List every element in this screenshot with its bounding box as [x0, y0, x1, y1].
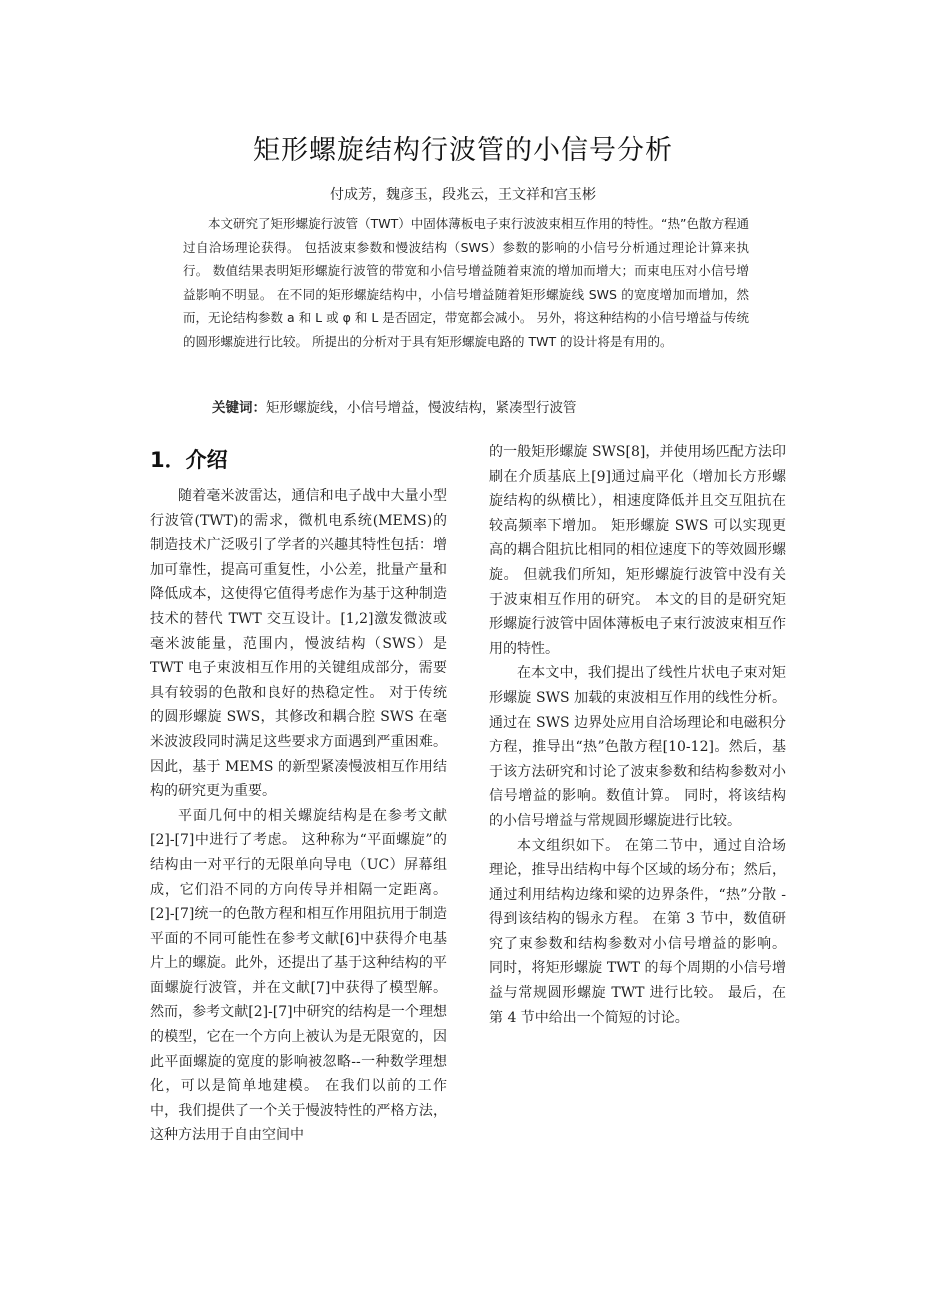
keywords-text: 矩形螺旋线，小信号增益，慢波结构，紧凑型行波管: [266, 400, 577, 416]
left-paragraph-2: 平面几何中的相关螺旋结构是在参考文献[2]-[7]中进行了考虑。 这种称为“平面螺旋”的结构由一对平行的无限单向导电（UC）屏幕组成，它们沿不同的方向传导并相隔一定距离。 [2]-[7]统一的色散方程和相互作用阻抗用于制造平面的不同可能性在参考文献[6]中获得介电基片上的螺旋。此外，还提出了基于这种结构的平面螺旋行波管，并在文献[7]中获得了模型解。 然而，参考文献[2]-[7]中研究的结构是一个理想的模型，它在一个方向上被认为是无限宽的，因此平面螺旋的宽度的影响被忽略--一种数学理想化，可以是简单地建模。 在我们以前的工作中，我们提供了一个关于慢波特性的严格方法，这种方法用于自由空间中: [150, 807, 447, 1144]
section-1-heading: 1．介绍: [150, 448, 228, 472]
keywords-line: [212, 396, 752, 416]
author-list: 付成芳，魏彦玉，段兆云，王文祥和宫玉彬: [330, 187, 596, 203]
right-paragraph-1: 在本文中，我们提出了线性片状电子束对矩形螺旋 SWS 加载的束波相互作用的线性分析。 通过在 SWS 边界处应用自洽场理论和电磁积分方程，推导出“热”色散方程[10-12]。然后，基于该方法研究和讨论了波束参数和结构参数对小信号增益的影响。数值计算。 同时，将该结构的小信号增益与常规圆形螺旋进行比较。: [489, 665, 786, 829]
abstract: 本文研究了矩形螺旋行波管（TWT）中固体薄板电子束行波波束相互作用的特性。“热”色散方程通过自洽场理论获得。 包括波束参数和慢波结构（SWS）参数的影响的小信号分析通过理论计算来执行。 数值结果表明矩形螺旋行波管的带宽和小信号增益随着束流的增加而增大；而束电压对小信号增益影响不明显。 在不同的矩形螺旋结构中，小信号增益随着矩形螺旋线 SWS 的宽度增加而增加，然而，无论结构参数 a 和 L 或 φ 和 L 是否固定，带宽都会减小。 另外，将这种结构的小信号增益与传统的圆形螺旋进行比较。 所提出的分析对于具有矩形螺旋电路的 TWT 的设计将是有用的。: [183, 216, 749, 349]
left-column: [150, 484, 447, 1148]
keywords-label: 关键词：: [212, 400, 266, 416]
right-paragraph-continuation: 的一般矩形螺旋 SWS[8]，并使用场匹配方法印刷在介质基底上[9]通过扁平化（增加长方形螺旋结构的纵横比），相速度降低并且交互阻抗在较高频率下增加。 矩形螺旋 SWS 可以实现更高的耦合阻抗比相同的相位速度下的等效圆形螺旋。 但就我们所知，矩形螺旋行波管中没有关于波束相互作用的研究。 本文的目的是研究矩形螺旋行波管中固体薄板电子束行波波束相互作用的特性。: [489, 444, 786, 657]
left-paragraph-1: 随着毫米波雷达，通信和电子战中大量小型行波管(TWT)的需求，微机电系统(MEMS)的制造技术广泛吸引了学者的兴趣其特性包括：增加可靠性，提高可重复性，小公差，批量产量和降低成本，这使得它值得考虑作为基于这种制造技术的替代 TWT 交互设计。[1,2]激发微波或毫米波能量，范围内，慢波结构（SWS）是 TWT 电子束波相互作用的关键组成部分，需要具有较弱的色散和良好的热稳定性。 对于传统的圆形螺旋 SWS，其修改和耦合腔 SWS 在毫米波波段同时满足这些要求方面遇到严重困难。因此，基于 MEMS 的新型紧凑慢波相互作用结构的研究更为重要。: [150, 488, 447, 800]
paper-title: 矩形螺旋结构行波管的小信号分析: [253, 135, 673, 166]
right-paragraph-2: 本文组织如下。 在第二节中，通过自洽场理论，推导出结构中每个区域的场分布；然后，通过利用结构边缘和梁的边界条件，“热”分散 -得到该结构的锡永方程。 在第 3 节中，数值研究了束参数和结构参数对小信号增益的影响。 同时，将矩形螺旋 TWT 的每个周期的小信号增益与常规圆形螺旋 TWT 进行比较。 最后，在第 4 节中给出一个简短的讨论。: [489, 837, 786, 1026]
right-column: [489, 440, 786, 1030]
